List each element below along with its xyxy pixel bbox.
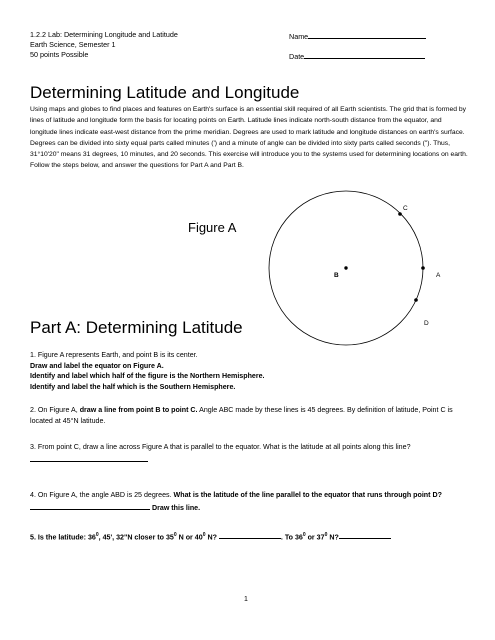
point-a-dot[interactable]	[421, 266, 425, 270]
q1-instruction-north: Identify and label which half of the figure is the Northern Hemisphere.	[30, 372, 265, 381]
q5-sup1: 0	[95, 532, 99, 538]
q2-bold: draw a line from point B to point C.	[79, 406, 198, 414]
figure-label: Figure A	[188, 220, 237, 235]
question-1	[30, 350, 470, 392]
date-label: Date	[289, 52, 305, 61]
date-blank[interactable]	[304, 50, 425, 59]
q5-e: . To 36	[280, 533, 303, 542]
q5-sup4: 0	[302, 532, 306, 538]
intro-paragraph: Using maps and globes to find places and features on Earth's surface is an essential skill required of all Earth scientists. The grid that is formed by lines of latitude and longitude form the basis for locating points on Earth. Latitude lines indicate north-south distance from the equator, and longitude lines indicate east-west distance from the prime meridian. Degrees are used to mark latitude and longitude distances on earth's surface. Degrees can be divided into sixty equal parts called minutes (') and a minute of angle can be divided into sixty parts called seconds ("). Thus, 31°10'20" means 31 degrees, 10 minutes, and 20 seconds. This exercise will introduce you to the systems used for determining locations on earth. Follow the steps below, and answer the questions for Part A and Part B.	[30, 106, 468, 170]
q1-instruction-equator: Draw and label the equator on Figure A.	[30, 361, 164, 370]
q5-c: N or 40	[176, 533, 203, 542]
q3-answer-blank[interactable]	[30, 453, 148, 462]
point-b-label: B	[334, 272, 339, 279]
q5-a: 5. Is the latitude: 36	[30, 533, 96, 542]
question-4	[30, 490, 470, 513]
name-blank[interactable]	[308, 30, 426, 39]
header-left	[30, 30, 178, 60]
question-5	[30, 530, 391, 543]
point-c-dot[interactable]	[398, 212, 402, 216]
point-b-dot[interactable]	[344, 266, 347, 269]
part-a-title: Part A: Determining Latitude	[30, 318, 243, 337]
course-name: Earth Science, Semester 1	[30, 40, 116, 49]
question-3	[30, 442, 470, 465]
point-d-dot[interactable]	[414, 298, 418, 302]
figure-a-circle[interactable]	[260, 180, 460, 350]
q2-pre: 2. On Figure A,	[30, 406, 80, 414]
point-d-label: D	[424, 320, 429, 327]
q5-sup5: 0	[324, 532, 328, 538]
q5-d: N?	[205, 533, 217, 542]
q3-text: 3. From point C, draw a line across Figure A that is parallel to the equator. What is the latitude at all points along this line?	[30, 443, 411, 451]
q1-text: 1. Figure A represents Earth, and point B is its center.	[30, 351, 198, 359]
q4-post: Draw this line.	[151, 503, 201, 512]
page-title: Determining Latitude and Longitude	[30, 83, 300, 102]
q5-answer-blank-2[interactable]	[339, 530, 391, 539]
q4-bold: What is the latitude of the line parallel to the equator that runs through point D?	[173, 491, 442, 499]
q5-sup2: 0	[173, 532, 177, 538]
name-field[interactable]	[289, 30, 426, 42]
q2-post: Angle ABC made by these lines is 45 degrees. By definition of latitude, Point C is located at 45°N latitude.	[30, 406, 453, 425]
page-number: 1	[244, 596, 248, 603]
point-c-label: C	[403, 205, 408, 212]
points-possible: 50 points Possible	[30, 50, 89, 59]
point-a-label: A	[436, 272, 441, 279]
q5-answer-blank-1[interactable]	[219, 530, 281, 539]
q5-g: N?	[327, 533, 339, 542]
date-field[interactable]	[289, 50, 425, 62]
name-label: Name	[289, 32, 309, 41]
q4-pre: 4. On Figure A, the angle ABD is 25 degrees.	[30, 491, 174, 499]
q5-b: , 45', 32"N closer to 35	[98, 533, 174, 542]
q4-answer-blank[interactable]	[30, 501, 150, 510]
q1-instruction-south: Identify and label the half which is the Southern Hemisphere.	[30, 382, 236, 391]
q5-f: or 37	[305, 533, 325, 542]
lab-title: 1.2.2 Lab: Determining Longitude and Latitude	[30, 30, 178, 39]
q5-sup3: 0	[202, 532, 206, 538]
question-2	[30, 405, 470, 426]
